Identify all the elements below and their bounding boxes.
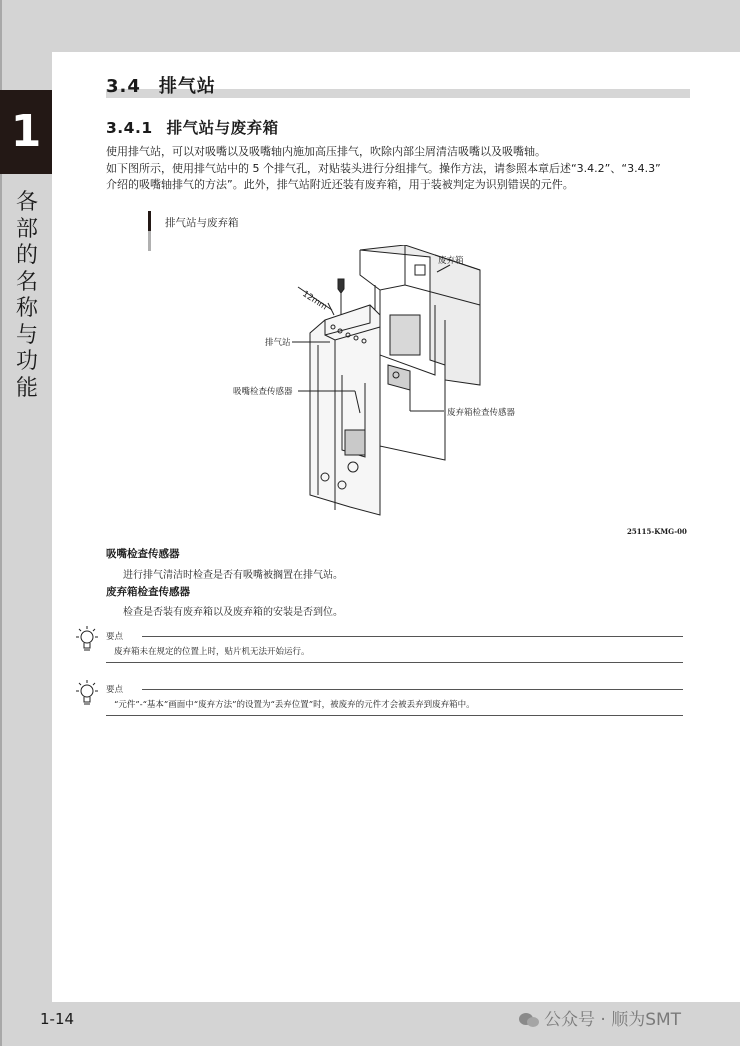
watermark-text: 公众号 · 顺为SMT (544, 1010, 682, 1030)
lightbulb-icon (74, 679, 100, 709)
figure-code: 25115-KMG-00 (627, 527, 687, 536)
note-label: 要点 (106, 685, 124, 695)
label-nozzle-sensor: 吸嘴检查传感器 (233, 387, 293, 397)
note-top-rule (142, 636, 683, 637)
section-heading (106, 72, 216, 98)
wechat-icon (518, 1011, 540, 1029)
term-description: 检查是否装有废弃箱以及废弃箱的安装是否到位。 (123, 607, 343, 618)
subsection-heading (106, 116, 279, 138)
label-exhaust-station: 排气站 (265, 338, 291, 348)
term-name: 废弃箱检查传感器 (106, 586, 190, 598)
note-text: “元件”-“基本”画面中“废弃方法”的设置为“丢弃位置”时，被废弃的元件才会被丢弃到废弃箱中。 (114, 700, 475, 710)
chapter-number-tab: 1 (0, 90, 52, 174)
chapter-title-char: 称 (15, 296, 38, 321)
subsection-number: 3.4.1 (106, 119, 153, 137)
note-text: 废弃箱未在规定的位置上时，贴片机无法开始运行。 (114, 647, 310, 657)
body-paragraph: 使用排气站，可以对吸嘴以及吸嘴轴内施加高压排气，吹除内部尘屑清洁吸嘴以及吸嘴轴。 (106, 145, 546, 158)
figure-title-bar (148, 211, 151, 231)
watermark (518, 1005, 681, 1030)
note-bottom-rule (106, 715, 683, 716)
label-waste-box-sensor: 废弃箱检查传感器 (447, 408, 516, 418)
chapter-title-char: 能 (15, 375, 38, 401)
subsection-title: 排气站与废弃箱 (166, 119, 279, 137)
chapter-title (12, 190, 42, 402)
section-title: 排气站 (158, 76, 216, 97)
chapter-title-char: 的 (15, 243, 38, 268)
note-top-rule (142, 689, 683, 690)
note-label: 要点 (106, 632, 124, 642)
figure-title: 排气站与废弃箱 (165, 217, 239, 229)
chapter-title-char: 功 (15, 349, 38, 374)
section-number: 3.4 (106, 76, 141, 97)
body-paragraph: 如下图所示，使用排气站中的 5 个排气孔，对贴装头进行分组排气。操作方法，请参照本章后述“3.4.2”、“3.4.3” (106, 162, 661, 175)
note-bottom-rule (106, 662, 683, 663)
chapter-title-char: 与 (15, 322, 38, 348)
chapter-title-char: 各 (15, 190, 38, 215)
top-margin (0, 0, 740, 52)
label-waste-box: 废弃箱 (438, 256, 464, 266)
page-number: 1-14 (40, 1010, 75, 1028)
chapter-title-char: 部 (15, 216, 38, 242)
exhaust-station-illustration (230, 245, 530, 525)
figure-title-bar-accent (148, 231, 151, 251)
term-description: 进行排气清洁时检查是否有吸嘴被搁置在排气站。 (123, 570, 343, 581)
label-dimension-12mm: 12mm (300, 289, 329, 313)
term-name: 吸嘴检查传感器 (106, 548, 180, 560)
lightbulb-icon (74, 625, 100, 655)
chapter-title-char: 名 (15, 269, 38, 295)
body-paragraph: 介绍的吸嘴轴排气的方法”。此外，排气站附近还装有废弃箱，用于装被判定为识别错误的元件。 (106, 178, 574, 191)
